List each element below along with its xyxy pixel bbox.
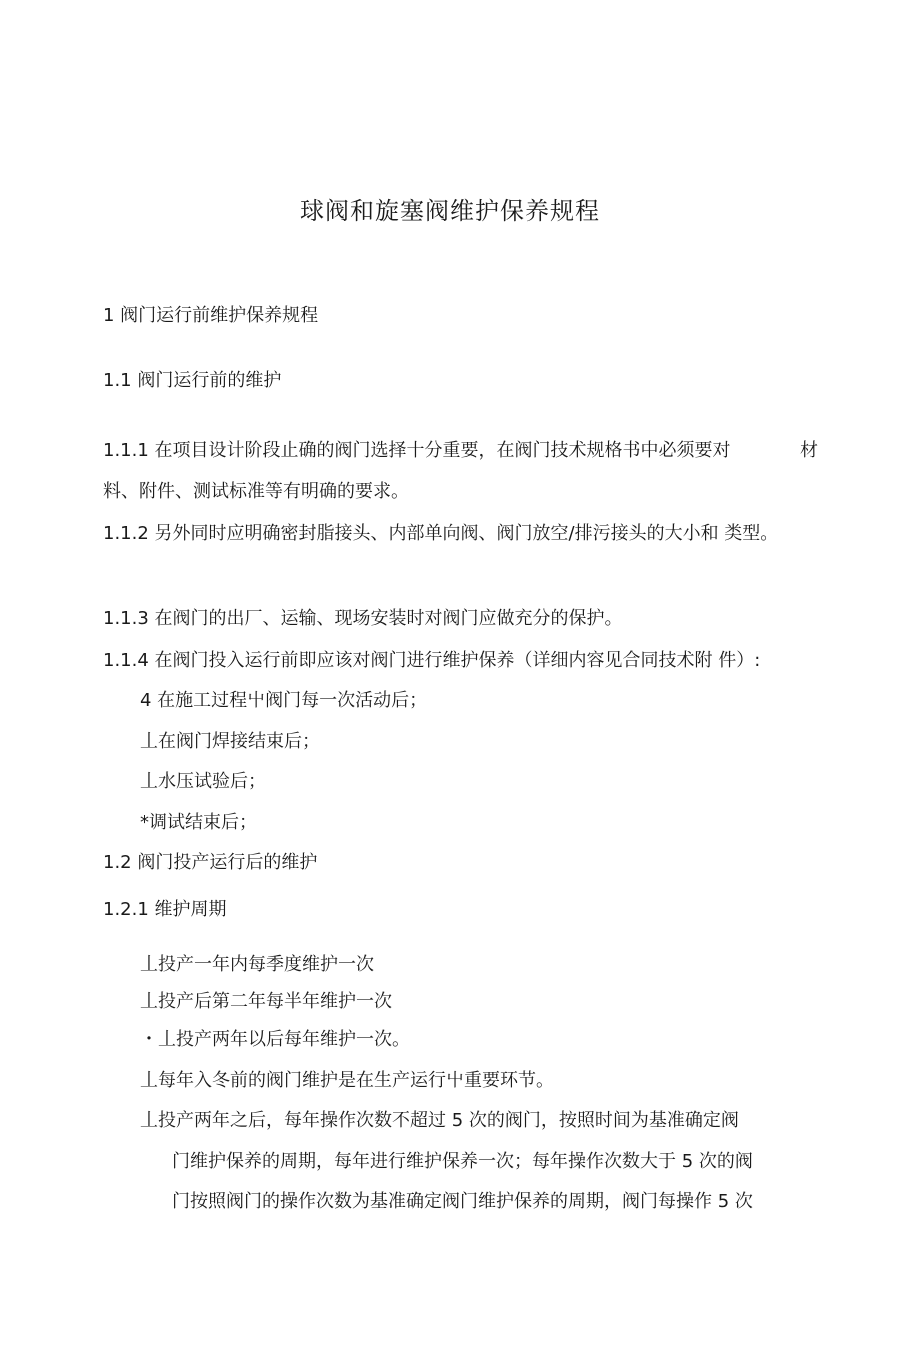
heading-1: 1 阀门运行前维护保养规程 [103, 305, 319, 326]
list-item: 丄每年入冬前的阀门维护是在生产运行屮重要环节。 [140, 1070, 554, 1091]
paragraph-line: 门维护保养的周期，每年进行维护保养一次；每年操作次数大于 5 次的阀 [172, 1151, 753, 1172]
paragraph-1-1-1-line1-tail: 材 [800, 440, 818, 461]
paragraph-line: 门按照阀门的操作次数为基准确定阀门维护保养的周期，阀门每操作 5 次 [172, 1191, 753, 1212]
paragraph-1-1-2: 1.1.2 另外同时应明确密封脂接头、内部单向阀、阀门放空/排污接头的大小和 类型。 [103, 523, 779, 544]
document-title: 球阀和旋塞阀维护保养规程 [300, 197, 600, 225]
heading-1-2-1: 1.2.1 维护周期 [103, 899, 227, 920]
list-item: *调试结束后； [140, 812, 257, 833]
paragraph-1-1-1-line2: 料、附件、测试标准等有明确的要求。 [103, 481, 409, 502]
paragraph-line: 丄投产两年之后，每年操作次数不超过 5 次的阀门，按照时间为基准确定阀 [140, 1110, 739, 1131]
heading-1-2: 1.2 阀门投产运行后的维护 [103, 852, 318, 873]
list-item: 丄在阀门焊接结束后； [140, 731, 320, 752]
list-item: 丄投产一年内每季度维护一次 [140, 954, 374, 975]
paragraph-1-1-3: 1.1.3 在阀门的出厂、运输、现场安装时对阀门应做充分的保护。 [103, 608, 623, 629]
paragraph-1-1-4: 1.1.4 在阀门投入运行前即应该对阀门进行维护保养（详细内容见合同技术附 件）: [103, 650, 761, 671]
heading-1-1: 1.1 阀门运行前的维护 [103, 370, 282, 391]
paragraph-1-1-1-line1: 1.1.1 在项目设计阶段止确的阀门选择十分重要，在阀门技术规格书中必须要对 [103, 440, 731, 461]
list-item: 4 在施工过程屮阀门每一次活动后； [140, 690, 428, 711]
list-item: 丄水压试验后； [140, 771, 266, 792]
list-item: ・丄投产两年以后每年维护一次。 [140, 1029, 410, 1050]
list-item: 丄投产后第二年每半年维护一次 [140, 991, 392, 1012]
